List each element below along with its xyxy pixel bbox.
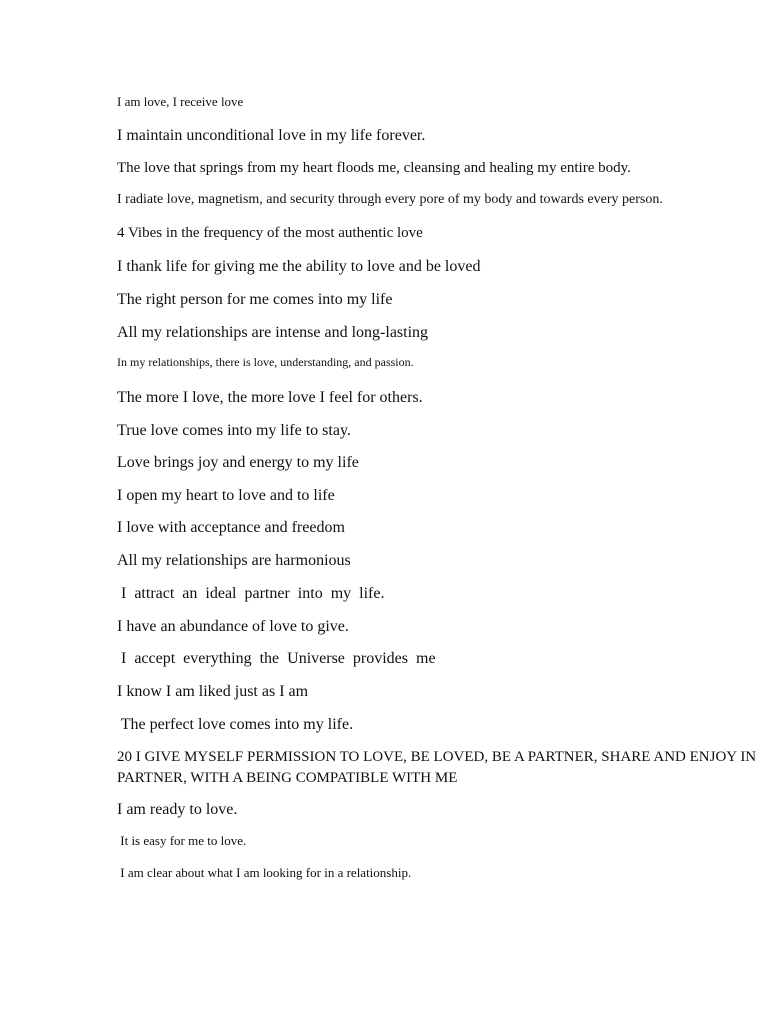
- affirmation-line: The perfect love comes into my life.: [117, 716, 354, 733]
- affirmation-line: I radiate love, magnetism, and security through every pore of my body and towards every person.: [117, 192, 663, 207]
- affirmation-line: I love with acceptance and freedom: [117, 519, 345, 536]
- affirmation-line: I thank life for giving me the ability to love and be loved: [117, 258, 481, 275]
- affirmation-line: Love brings joy and energy to my life: [117, 454, 359, 471]
- affirmation-line: In my relationships, there is love, understanding, and passion.: [117, 355, 414, 369]
- affirmation-line: The right person for me comes into my life: [117, 291, 393, 308]
- affirmation-line: 4 Vibes in the frequency of the most authentic love: [117, 225, 423, 241]
- affirmation-line: I attract an ideal partner into my life.: [117, 585, 385, 602]
- affirmation-line: I have an abundance of love to give.: [117, 618, 349, 635]
- affirmation-line: All my relationships are harmonious: [117, 552, 351, 569]
- affirmation-line: I am love, I receive love: [117, 94, 244, 109]
- affirmation-line: It is easy for me to love.: [117, 833, 247, 848]
- affirmation-line: The love that springs from my heart floods me, cleansing and healing my entire body.: [117, 160, 631, 176]
- affirmation-line: I open my heart to love and to life: [117, 487, 335, 504]
- affirmation-line: All my relationships are intense and long-lasting: [117, 324, 429, 341]
- affirmation-line: I am clear about what I am looking for in a relationship.: [117, 865, 412, 880]
- affirmation-line: True love comes into my life to stay.: [117, 422, 351, 439]
- affirmation-line: I am ready to love.: [117, 801, 238, 818]
- permission-paragraph: 20 I GIVE MYSELF PERMISSION TO LOVE, BE LOVED, BE A PARTNER, SHARE AND ENJOY IN PARTNER, WITH A BEING COMPATIBLE WITH ME: [117, 749, 757, 786]
- affirmation-line: I accept everything the Universe provides me: [117, 650, 436, 667]
- affirmation-line: I maintain unconditional love in my life forever.: [117, 127, 426, 144]
- affirmation-line: I know I am liked just as I am: [117, 683, 309, 700]
- affirmation-line: The more I love, the more love I feel for others.: [117, 389, 423, 406]
